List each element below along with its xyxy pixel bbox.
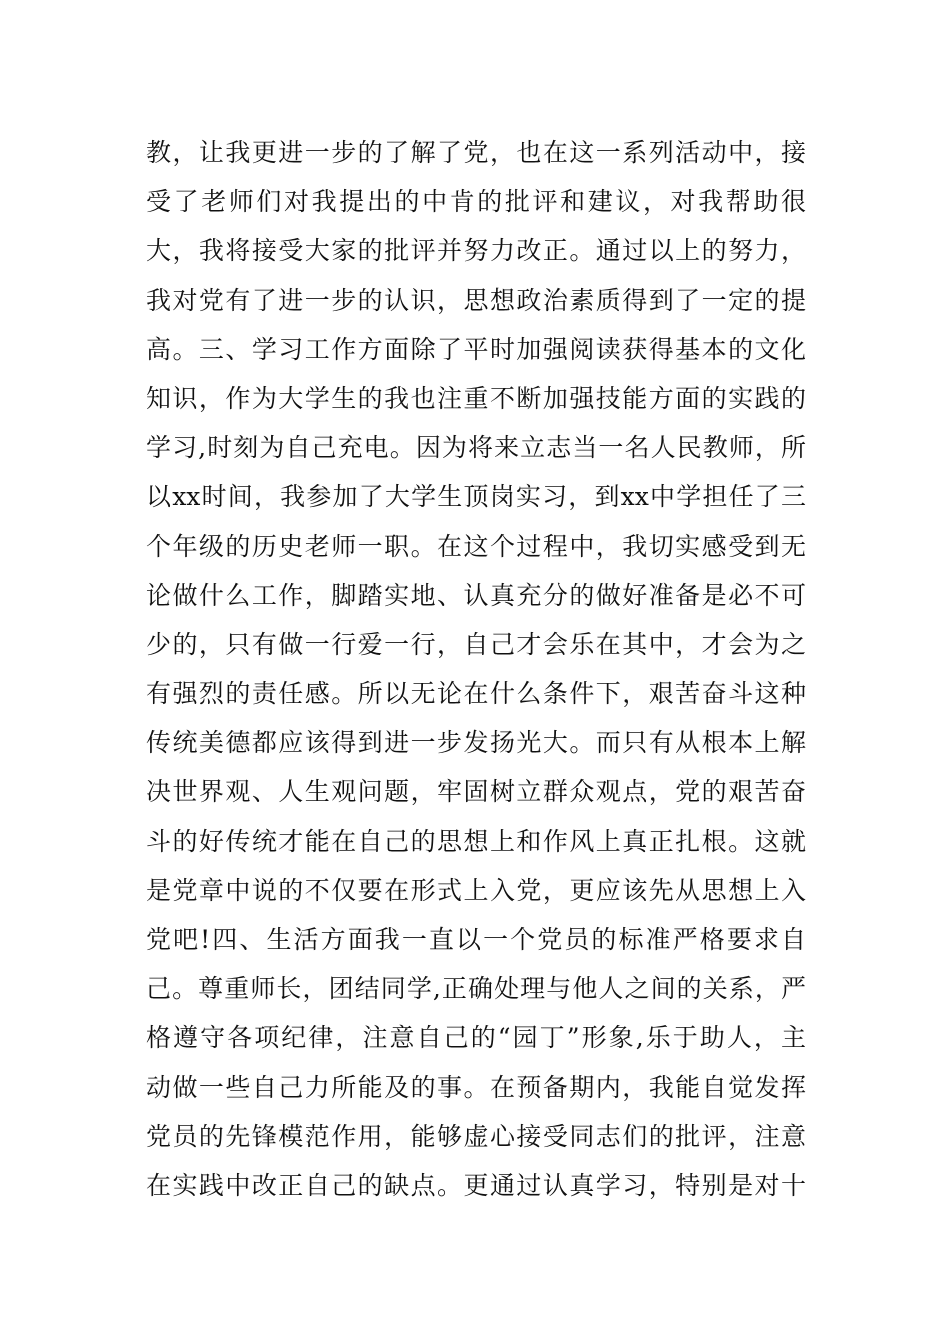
text-line: 党员的先锋模范作用，能够虚心接受同志们的批评，注意: [146, 1121, 806, 1151]
text-line: 决世界观、人生观问题，牢固树立群众观点，党的艰苦奋: [146, 777, 806, 807]
text-line: 大，我将接受大家的批评并努力改正。通过以上的努力，: [146, 236, 806, 266]
text-line: 个年级的历史老师一职。在这个过程中，我切实感受到无: [146, 531, 806, 561]
text-line: 有强烈的责任感。所以无论在什么条件下，艰苦奋斗这种: [146, 679, 806, 709]
text-line: 是党章中说的不仅要在形式上入党，更应该先从思想上入: [146, 875, 806, 905]
text-line: 以xx时间，我参加了大学生顶岗实习，到xx中学担任了三: [146, 482, 806, 512]
body-text: [146, 128, 806, 1210]
text-line: 格遵守各项纪律，注意自己的“园丁”形象,乐于助人，主: [146, 1023, 806, 1053]
text-line: 传统美德都应该得到进一步发扬光大。而只有从根本上解: [146, 728, 806, 758]
text-line: 教，让我更进一步的了解了党，也在这一系列活动中，接: [146, 138, 806, 167]
text-line: 在实践中改正自己的缺点。更通过认真学习，特别是对十: [146, 1170, 806, 1200]
text-line: 高。三、学习工作方面除了平时加强阅读获得基本的文化: [146, 334, 806, 364]
text-line: 受了老师们对我提出的中肯的批评和建议，对我帮助很: [146, 187, 806, 217]
text-line: 己。尊重师长，团结同学,正确处理与他人之间的关系，严: [146, 974, 806, 1004]
text-line: 党吧!四、生活方面我一直以一个党员的标准严格要求自: [146, 925, 806, 954]
text-line: 我对党有了进一步的认识，思想政治素质得到了一定的提: [146, 285, 806, 315]
text-line: 动做一些自己力所能及的事。在预备期内，我能自觉发挥: [146, 1072, 806, 1102]
text-line: 斗的好传统才能在自己的思想上和作风上真正扎根。这就: [146, 826, 806, 856]
text-line: 学习,时刻为自己充电。因为将来立志当一名人民教师，所: [146, 433, 806, 463]
text-line: 知识，作为大学生的我也注重不断加强技能方面的实践的: [146, 383, 806, 413]
text-line: 少的，只有做一行爱一行，自己才会乐在其中，才会为之: [146, 629, 806, 659]
text-line: 论做什么工作，脚踏实地、认真充分的做好准备是必不可: [146, 580, 806, 610]
